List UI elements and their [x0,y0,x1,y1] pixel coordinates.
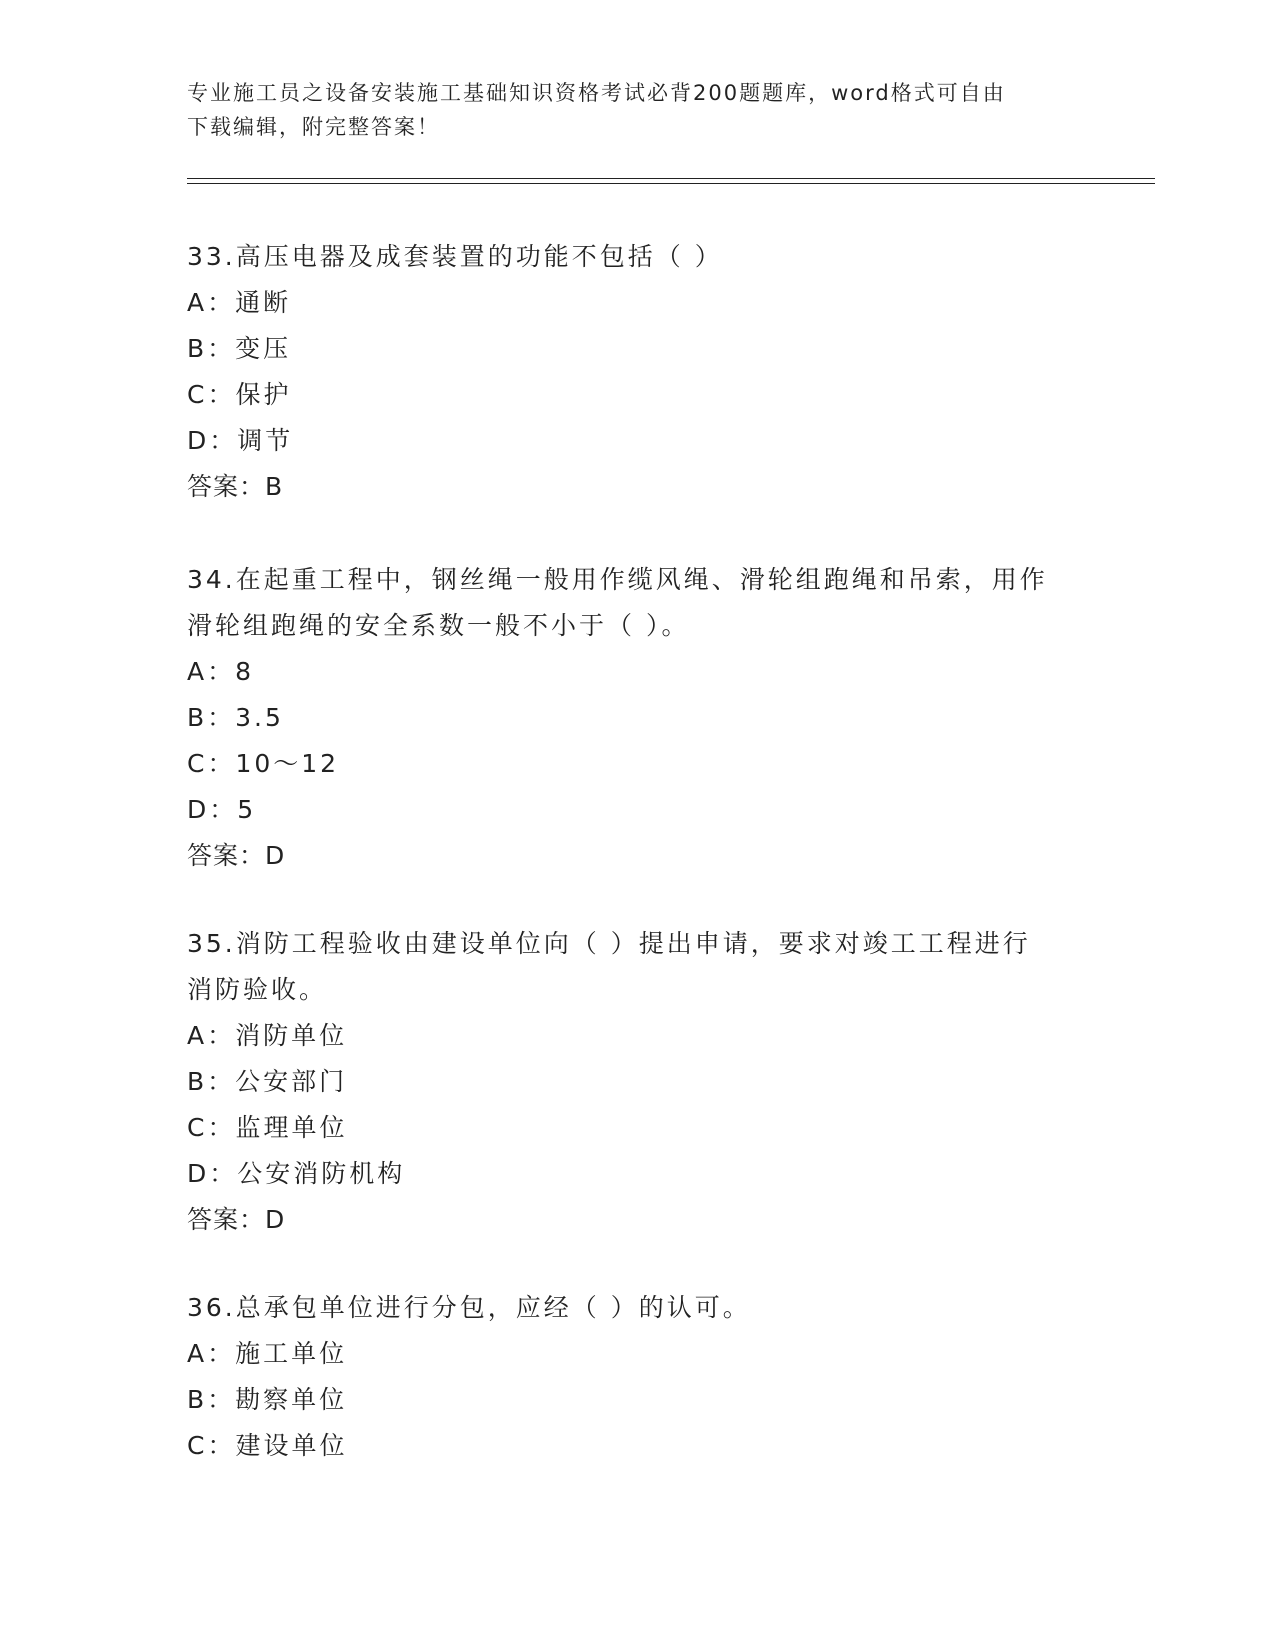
option-a: A：8 [187,657,255,686]
option-d: D：调节 [187,426,294,455]
option-d: D：公安消防机构 [187,1159,406,1188]
question-36 [187,1285,1087,1469]
option-b: B：3.5 [187,703,284,732]
option-c: C：10～12 [187,749,340,778]
question-stem-line-1: 35.消防工程验收由建设单位向（ ）提出申请，要求对竣工工程进行 [187,929,1031,958]
question-stem-line-1: 34.在起重工程中，钢丝绳一般用作缆风绳、滑轮组跑绳和吊索，用作 [187,565,1048,594]
option-a: A：施工单位 [187,1339,348,1368]
option-b: B：变压 [187,334,292,363]
question-stem-line-2: 消防验收。 [187,975,328,1004]
option-c: C：监理单位 [187,1113,348,1142]
header-line-1: 专业施工员之设备安装施工基础知识资格考试必背200题题库，word格式可自由 [187,81,1006,105]
option-b: B：勘察单位 [187,1385,348,1414]
answer: 答案：B [187,472,284,501]
question-stem: 36.总承包单位进行分包，应经（ ）的认可。 [187,1293,751,1322]
option-b: B：公安部门 [187,1067,348,1096]
question-stem: 33.高压电器及成套装置的功能不包括（ ） [187,242,723,271]
header-divider-top [187,178,1155,179]
answer: 答案：D [187,1205,286,1234]
question-35 [187,921,1087,1243]
question-34 [187,557,1087,879]
question-33 [187,234,1087,510]
header-line-2: 下载编辑，附完整答案！ [187,115,440,139]
header-divider-bottom [187,183,1155,184]
option-c: C：建设单位 [187,1431,348,1460]
answer: 答案：D [187,841,286,870]
option-d: D：5 [187,795,257,824]
document-header [187,76,1067,144]
option-a: A：消防单位 [187,1021,348,1050]
option-a: A：通断 [187,288,292,317]
option-c: C：保护 [187,380,292,409]
question-stem-line-2: 滑轮组跑绳的安全系数一般不小于（ ）。 [187,611,690,640]
